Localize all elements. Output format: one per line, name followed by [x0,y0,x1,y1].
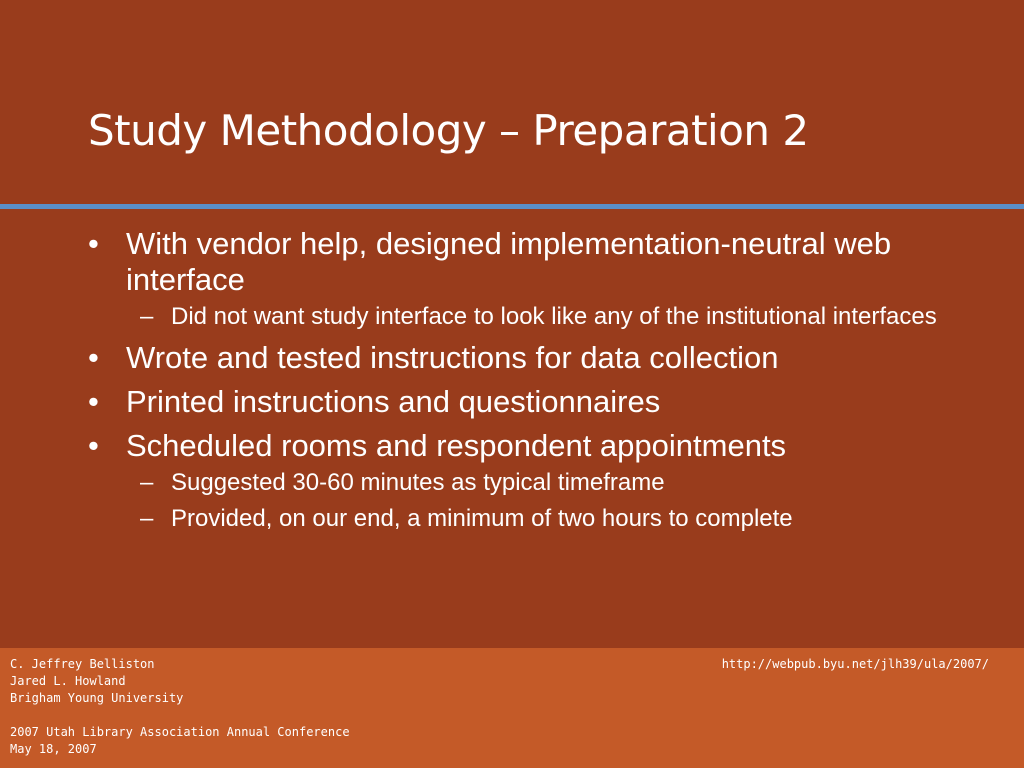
bullet-item [88,226,968,332]
bullet-mark: • [88,226,99,261]
author-name: C. Jeffrey Belliston [10,657,155,671]
sub-bullet-text: Provided, on our end, a minimum of two hours to complete [171,505,793,532]
bullet-mark: • [88,340,99,375]
sub-bullet-text: Did not want study interface to look like any of the institutional interfaces [171,303,937,330]
footer-credits [10,656,350,758]
slide-title: Study Methodology – Preparation 2 [88,106,809,155]
author-name: Jared L. Howland [10,674,126,688]
sub-bullet-mark: – [140,505,154,532]
sub-bullet-item [126,302,968,332]
bullet-text: Scheduled rooms and respondent appointments [126,428,787,463]
slide-footer [0,648,1024,768]
bullet-mark: • [88,428,99,463]
title-divider [0,204,1024,209]
sub-bullet-list [126,468,968,534]
footer-url-link[interactable]: http://webpub.byu.net/jlh39/ula/2007/ [721,657,989,671]
bullet-list [88,226,968,542]
presentation-date: May 18, 2007 [10,742,97,756]
bullet-item [88,340,968,376]
sub-bullet-mark: – [140,469,154,496]
institution-name: Brigham Young University [10,691,184,705]
sub-bullet-text: Suggested 30-60 minutes as typical timeframe [171,469,665,496]
sub-bullet-item [126,468,968,498]
sub-bullet-list [126,302,968,332]
bullet-text: Wrote and tested instructions for data collection [126,340,779,375]
sub-bullet-mark: – [140,303,154,330]
bullet-text: Printed instructions and questionnaires [126,384,661,419]
sub-bullet-item [126,504,968,534]
bullet-text: With vendor help, designed implementation-neutral web interface [126,226,892,297]
conference-name: 2007 Utah Library Association Annual Conference [10,725,350,739]
bullet-mark: • [88,384,99,419]
footer-spacer [10,707,350,724]
bullet-item [88,384,968,420]
bullet-item [88,428,968,534]
